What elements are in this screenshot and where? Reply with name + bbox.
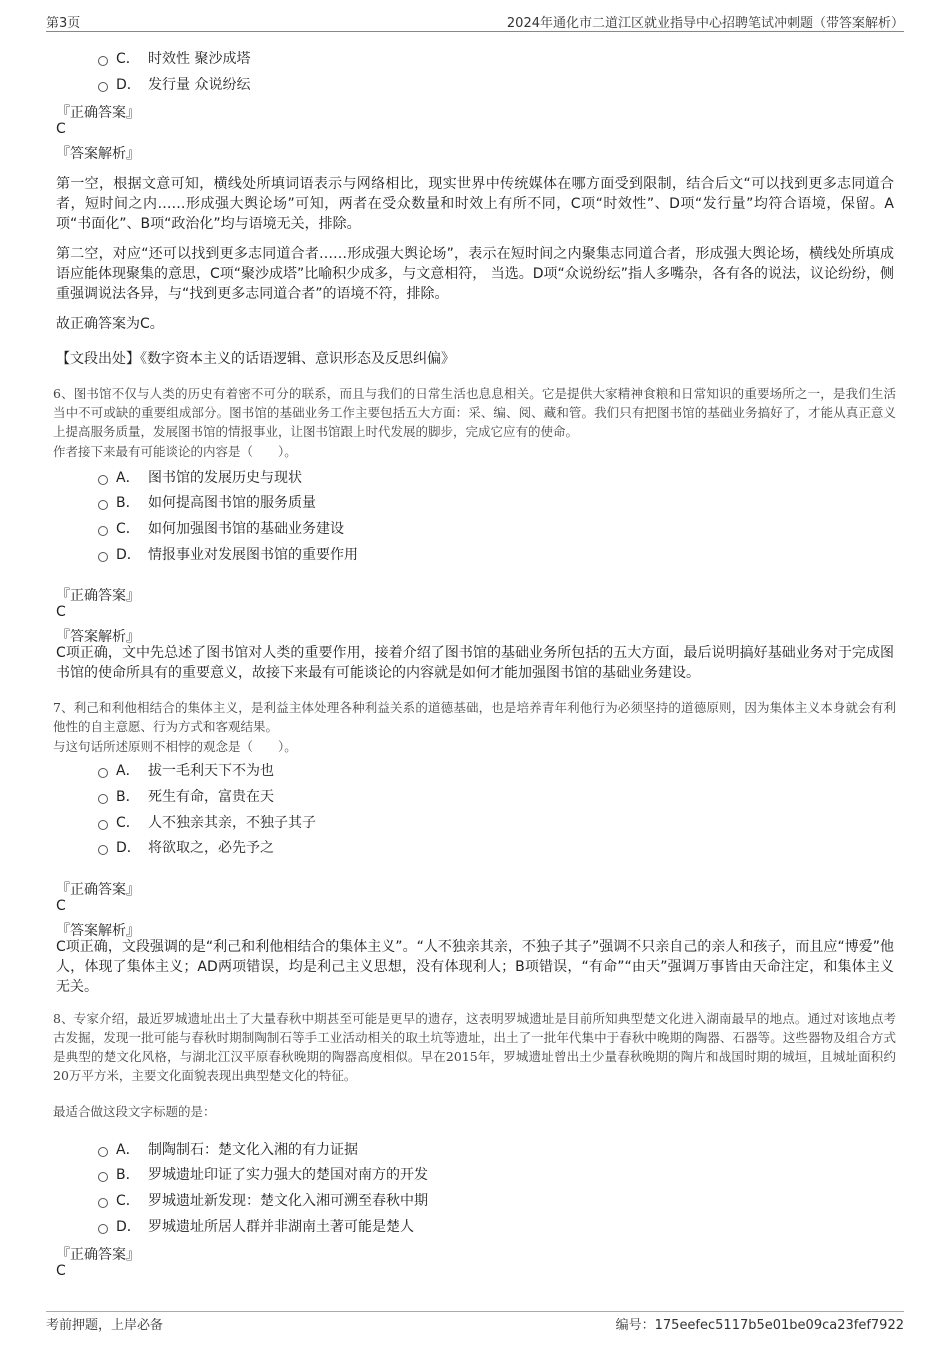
- page-number: 第3页: [46, 16, 81, 31]
- radio-icon[interactable]: [98, 845, 108, 855]
- radio-icon[interactable]: [98, 768, 108, 778]
- q7-analysis: C项正确，文段强调的是“利己和利他相结合的集体主义”。“人不独亲其亲，不独子其子”强调不只亲自己的亲人和孩子，而且应“博爱”他人，体现了集体主义；AD两项错误，均是利己主义思想，没有体现利人；B项错误，“有命”“由天”强调万事皆由天命注定，和集体主义无关。: [56, 939, 894, 995]
- q5-answer-label: 『正确答案』: [56, 105, 140, 121]
- q6-option-b[interactable]: B． 如何提高图书馆的服务质量: [98, 492, 316, 512]
- q7-answer-label: 『正确答案』: [56, 882, 140, 898]
- radio-icon[interactable]: [98, 1198, 108, 1208]
- radio-icon[interactable]: [98, 475, 108, 485]
- q5-analysis-paragraph-2: 第二空，对应“还可以找到更多志同道合者……形成强大舆论场”，表示在短时间之内聚集志同道合者，形成强大舆论场，横线处所填成语应能体现聚集的意思，C项“聚沙成塔”比喻积少成多，与文意相符， 当选。D项“众说纷纭”指人多嘴杂，各有各的说法，议论纷纷，侧重强调说法各异，与“找到更多志同道合者”的语境不符，排除。: [56, 246, 895, 302]
- q8-answer-label: 『正确答案』: [56, 1247, 140, 1263]
- q7-question: 与这句话所述原则不相悖的观念是（ ）。: [53, 739, 297, 754]
- radio-icon[interactable]: [98, 500, 108, 510]
- radio-icon[interactable]: [98, 1147, 108, 1157]
- q6-option-d[interactable]: D． 情报事业对发展图书馆的重要作用: [98, 544, 358, 564]
- document-id: 编号：175eefec5117b5e01be09ca23fef7922: [615, 1318, 904, 1333]
- q5-option-d[interactable]: D． 发行量 众说纷纭: [98, 74, 250, 94]
- q5-option-c[interactable]: C． 时效性 聚沙成塔: [98, 48, 250, 68]
- radio-icon[interactable]: [98, 552, 108, 562]
- q6-question: 作者接下来最有可能谈论的内容是（ ）。: [53, 444, 297, 459]
- radio-icon[interactable]: [98, 794, 108, 804]
- q8-option-c[interactable]: C． 罗城遗址新发现：楚文化入湘可溯至春秋中期: [98, 1190, 428, 1210]
- radio-icon[interactable]: [98, 82, 108, 92]
- q6-analysis-label: 『答案解析』: [56, 629, 140, 645]
- q7-option-a[interactable]: A． 拔一毛利天下不为也: [98, 760, 274, 780]
- footer-slogan: 考前押题，上岸必备: [46, 1318, 164, 1333]
- q5-answer: C: [56, 121, 66, 137]
- q8-option-d[interactable]: D． 罗城遗址所居人群并非湖南土著可能是楚人: [98, 1216, 414, 1236]
- q6-option-a[interactable]: A． 图书馆的发展历史与现状: [98, 467, 302, 487]
- radio-icon[interactable]: [98, 526, 108, 536]
- q6-analysis: C项正确，文中先总述了图书馆对人类的重要作用，接着介绍了图书馆的基础业务所包括的五大方面，最后说明搞好基础业务对于完成图书馆的使命所具有的重要意义，故接下来最有可能谈论的内容就是如何才能加强图书馆的基础业务建设。: [56, 645, 894, 681]
- header-divider: [46, 31, 904, 32]
- radio-icon[interactable]: [98, 1224, 108, 1234]
- q7-option-d[interactable]: D． 将欲取之，必先予之: [98, 837, 274, 857]
- q7-option-b[interactable]: B． 死生有命，富贵在天: [98, 786, 274, 806]
- q8-option-b[interactable]: B． 罗城遗址印证了实力强大的楚国对南方的开发: [98, 1164, 428, 1184]
- footer-divider: [46, 1311, 904, 1312]
- q7-stem: 7、利己和利他相结合的集体主义，是利益主体处理各种利益关系的道德基础，也是培养青年利他行为必须坚持的道德原则，因为集体主义本身就会有利他性的自主意愿、行为方式和客观结果。: [53, 700, 896, 734]
- q6-answer: C: [56, 604, 66, 620]
- q8-stem: 8、专家介绍，最近罗城遗址出土了大量春秋中期甚至可能是更早的遗存，这表明罗城遗址是目前所知典型楚文化进入湖南最早的地点。通过对该地点考古发掘，发现一批可能与春秋时期制陶制石等手工业活动相关的取土坑等遗址，出土了一批年代集中于春秋中晚期的陶器、石器等。这些器物及组合方式是典型的楚文化风格，与湖北江汉平原春秋晚期的陶器高度相似。早在2015年，罗城遗址曾出土少量春秋晚期的陶片和战国时期的城垣，且城址面积约20万平方米，主要文化面貌表现出典型楚文化的特征。: [53, 1011, 896, 1083]
- q8-option-a[interactable]: A． 制陶制石：楚文化入湘的有力证据: [98, 1139, 358, 1159]
- q7-answer: C: [56, 898, 66, 914]
- q5-analysis-paragraph-1: 第一空，根据文意可知，横线处所填词语表示与网络相比，现实世界中传统媒体在哪方面受到限制，结合后文“可以找到更多志同道合者，短时间之内……形成强大舆论场”可知，两者在受众数量和时效上有所不同，C项“时效性”、D项“发行量”均符合语境，保留。A项“书面化”、B项“政治化”均与语境无关，排除。: [56, 176, 894, 232]
- q7-analysis-label: 『答案解析』: [56, 923, 140, 939]
- q6-stem: 6、图书馆不仅与人类的历史有着密不可分的联系，而且与我们的日常生活也息息相关。它是提供大家精神食粮和日常知识的重要场所之一，是我们生活当中不可或缺的重要组成部分。图书馆的基础业务工作主要包括五大方面：采、编、阅、藏和管。我们只有把图书馆的基础业务搞好了，才能从真正意义上提高服务质量，发展图书馆的情报事业，让图书馆跟上时代发展的脚步，完成它应有的使命。: [53, 386, 896, 439]
- q5-analysis-label: 『答案解析』: [56, 146, 140, 162]
- q8-question: 最适合做这段文字标题的是：: [53, 1104, 216, 1119]
- q8-answer: C: [56, 1263, 66, 1279]
- q5-analysis-conclusion: 故正确答案为C。: [56, 316, 164, 332]
- q6-option-c[interactable]: C． 如何加强图书馆的基础业务建设: [98, 518, 344, 538]
- q5-source: 【文段出处】《数字资本主义的话语逻辑、意识形态及反思纠偏》: [56, 351, 455, 367]
- radio-icon[interactable]: [98, 820, 108, 830]
- document-title: 2024年通化市二道江区就业指导中心招聘笔试冲刺题（带答案解析）: [506, 16, 904, 31]
- q7-option-c[interactable]: C． 人不独亲其亲，不独子其子: [98, 812, 316, 832]
- q6-answer-label: 『正确答案』: [56, 588, 140, 604]
- radio-icon[interactable]: [98, 56, 108, 66]
- radio-icon[interactable]: [98, 1172, 108, 1182]
